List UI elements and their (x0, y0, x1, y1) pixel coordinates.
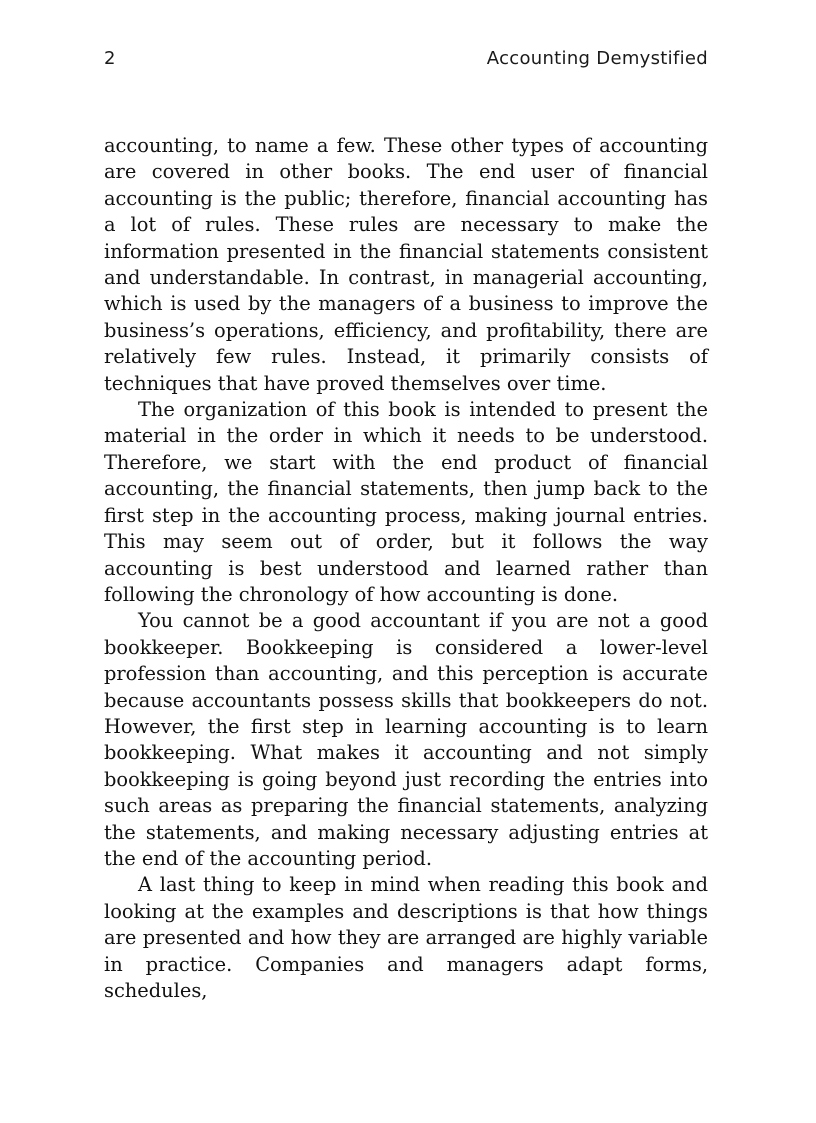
paragraph-2: The organization of this book is intended to present the material in the order in which it needs to be understood. Therefore, we start with the end product of financial accounting, the financial statements, then jump back to the first step in the accounting process, making journal entries. This may seem out of order, but it follows the way accounting is best understood and learned rather than following the chronology of how accounting is done. (104, 398, 708, 606)
paragraph-1: accounting, to name a few. These other types of accounting are covered in other books. The end user of financial accounting is the public; therefore, financial accounting has a lot of rules. These rules are necessary to make the information presented in the financial statements consistent and understandable. In contrast, in managerial accounting, which is used by the managers of a business to improve the business’s operations, efficiency, and profitability, there are relatively few rules. Instead, it primarily consists of techniques that have proved themselves over time. (104, 134, 708, 395)
paragraph-4: A last thing to keep in mind when reading this book and looking at the examples and descriptions is that how things are presented and how they are arranged are highly variable in practice. Companies and managers adapt forms, schedules, (104, 873, 708, 1002)
running-head (104, 48, 708, 74)
page-number: 2 (104, 48, 116, 69)
paragraph-3: You cannot be a good accountant if you are not a good bookkeeper. Bookkeeping is considered a lower-level profession than accounting, and this perception is accurate because accountants possess skills that bookkeepers do not. However, the first step in learning accounting is to learn bookkeeping. What makes it accounting and not simply bookkeeping is going beyond just recording the entries into such areas as preparing the financial statements, analyzing the statements, and making necessary adjusting entries at the end of the accounting period. (104, 609, 708, 870)
book-title: Accounting Demystified (486, 48, 708, 69)
body-text (104, 133, 708, 1004)
